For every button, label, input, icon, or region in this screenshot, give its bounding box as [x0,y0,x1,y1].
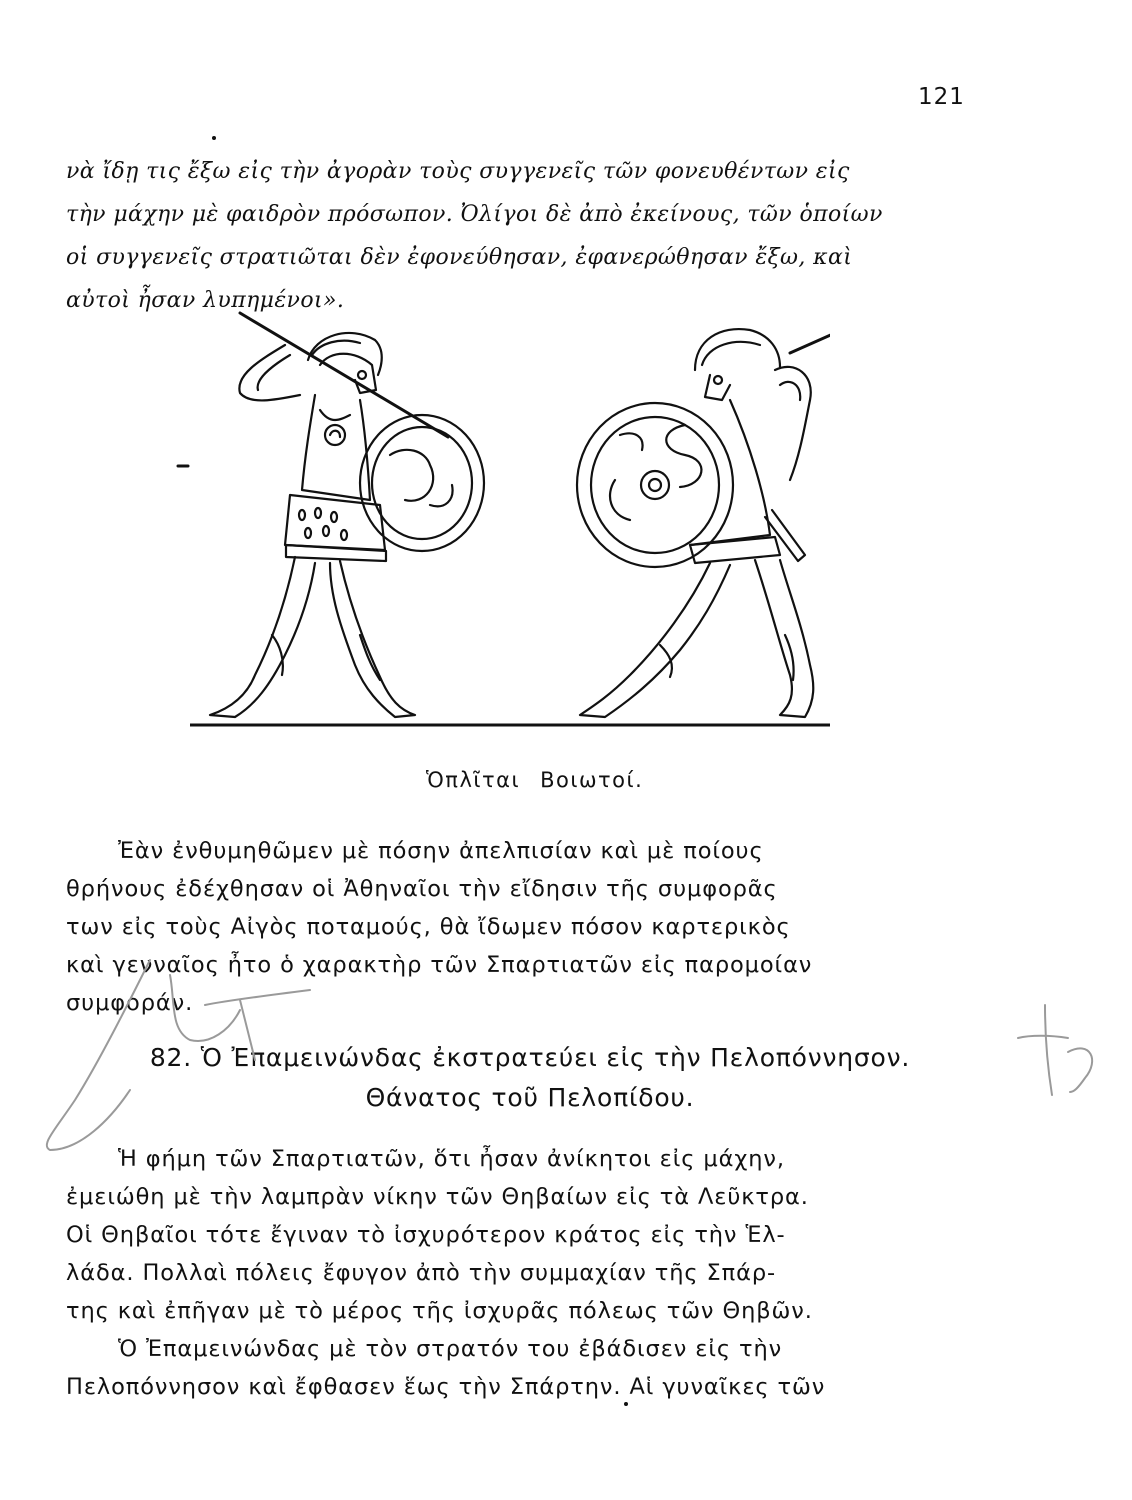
paragraph [66,1140,996,1406]
paragraph-line: ἐμειώθη μὲ τὴν λαμπρὰν νίκην τῶν Θηβαίων εἰς τὰ Λεῦκτρα. [66,1184,809,1210]
paragraph-line: της καὶ ἐπῆγαν μὲ τὸ μέρος τῆς ἰσχυρᾶς πόλεως τῶν Θηβῶν. [66,1298,813,1324]
caption-word: Βοιωτοί. [540,768,644,792]
quote-line: τὴν μάχην μὲ φαιδρὸν πρόσωπον. Ὀλίγοι δὲ ἀπὸ ἐκείνους, τῶν ὁποίων [66,202,883,227]
paragraph-line: καὶ γενναῖος ἦτο ὁ χαρακτὴρ τῶν Σπαρτιατῶν εἰς παρομοίαν [66,952,813,978]
quote-line: οἱ συγγενεῖς στρατιῶται δὲν ἐφονεύθησαν, ἐφανερώθησαν ἔξω, καὶ [66,245,853,270]
page-number: 121 [918,84,965,110]
paragraph-line: των εἰς τοὺς Αἰγὸς ποταμούς, θὰ ἴδωμεν πόσον καρτερικὸς [66,914,791,940]
paragraph [66,832,996,1022]
paragraph-line: Ἐὰν ἐνθυμηθῶμεν μὲ πόσην ἀπελπισίαν καὶ μὲ ποίους [118,838,764,864]
paragraph-line: θρήνους ἐδέχθησαν οἱ Ἀθηναῖοι τὴν εἴδησιν τῆς συμφορᾶς [66,876,778,902]
section-number: 82. [149,1043,192,1072]
figure-caption [426,768,643,792]
quote-block [66,150,996,322]
paragraph-line: Πελοπόννησον καὶ ἔφθασεν ἕως τὴν Σπάρτην. Αἱ γυναῖκες τῶν [66,1374,826,1400]
paragraph-line: λάδα. Πολλαὶ πόλεις ἔφυγον ἀπὸ τὴν συμμαχίαν τῆς Σπάρ- [66,1260,777,1286]
section-title-line1 [60,1038,1000,1078]
paragraph-line: συμφοράν. [66,990,194,1016]
hoplites-illustration [190,305,830,740]
section-heading [60,1038,1000,1118]
quote-line: νὰ ἴδῃ τις ἔξω εἰς τὴν ἀγορὰν τοὺς συγγενεῖς τῶν φονευθέντων εἰς [66,159,850,184]
paragraph-line: Ὁ Ἐπαμεινώνδας μὲ τὸν στρατόν του ἐβάδισεν εἰς τὴν [118,1336,783,1362]
caption-word: Ὁπλῖται [426,768,521,792]
paragraph-line: Ἡ φήμη τῶν Σπαρτιατῶν, ὅτι ἦσαν ἀνίκητοι εἰς μάχην, [118,1146,785,1172]
section-title: Ὁ Ἐπαμεινώνδας ἐκστρατεύει εἰς τὴν Πελοπόννησον. [200,1043,911,1072]
section-title-line2: Θάνατος τοῦ Πελοπίδου. [365,1083,695,1112]
paragraph-line: Οἱ Θηβαῖοι τότε ἔγιναν τὸ ἰσχυρότερον κράτος εἰς τὴν Ἑλ- [66,1222,786,1248]
quote-line: αὐτοὶ ἦσαν λυπημένοι». [66,288,345,313]
